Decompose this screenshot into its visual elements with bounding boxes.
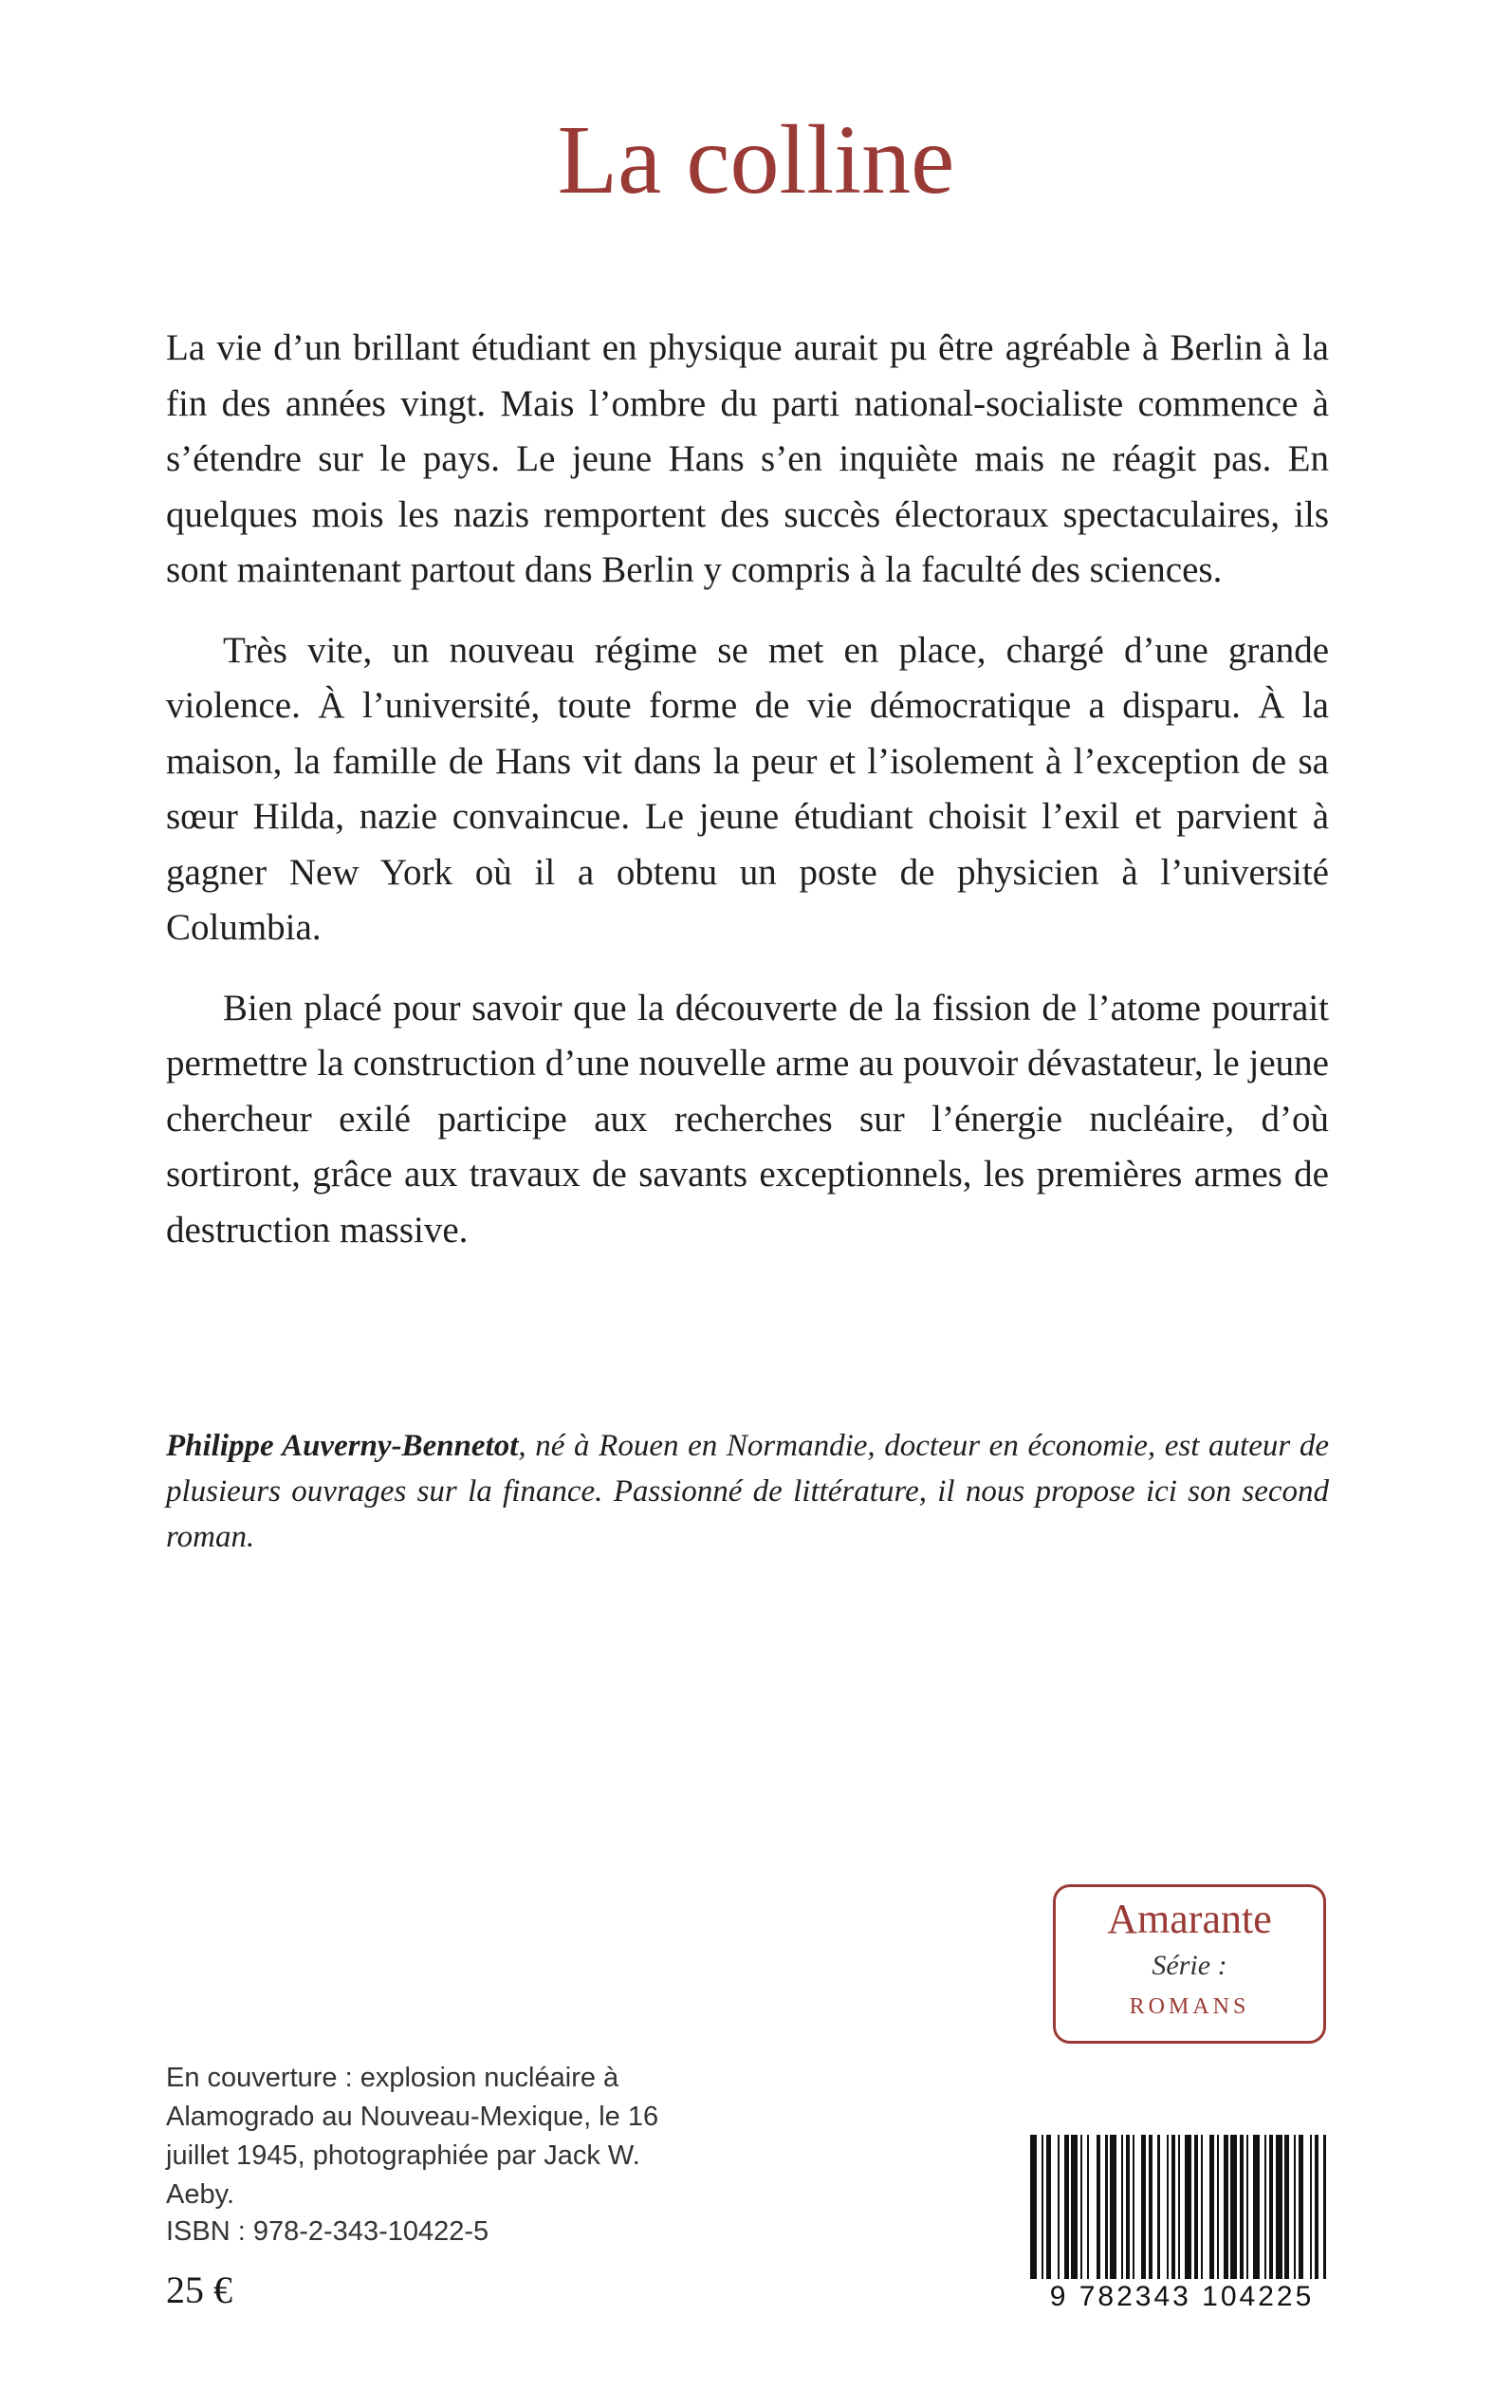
- author-name: Philippe Auverny-Bennetot: [166, 1429, 519, 1463]
- synopsis-paragraph-2: Très vite, un nouveau régime se met en place, chargé d’une grande violence. À l’université, toute forme de vie démocratique a disparu. À la maison, la famille de Hans vit dans la peur et l’isolement à l’exception de sa sœur Hilda, nazie convaincue. Le jeune étudiant choisit l’exil et parvient à gagner New York où il a obtenu un poste de physicien à l’université Columbia.: [166, 629, 1329, 948]
- barcode: [1030, 2135, 1334, 2325]
- author-bio-text: , né à Rouen en Normandie, docteur en économie, est auteur de plusieurs ouvrages sur la finance. Passionné de littérature, il nous propose ici son second roman.: [166, 1429, 1329, 1554]
- barcode-digits: 9 782343 104225: [1049, 2281, 1315, 2312]
- barcode-bars-icon: [1030, 2135, 1334, 2279]
- series-name: Amarante: [1107, 1896, 1272, 1942]
- series-badge: [1053, 1884, 1326, 2044]
- book-title: La colline: [557, 105, 955, 214]
- synopsis: [166, 321, 1329, 1283]
- synopsis-paragraph-3: Bien placé pour savoir que la découverte de la fission de l’atome pourrait permettre la construction d’une nouvelle arme au pouvoir dévastateur, le jeune chercheur exilé participe aux recherches sur l’énergie nucléaire, d’où sortiront, grâce aux travaux de savants exceptionnels, les premières armes de destruction massive.: [166, 987, 1329, 1250]
- series-type: ROMANS: [1129, 1994, 1250, 2019]
- series-label: Série :: [1152, 1950, 1227, 1981]
- author-bio: [166, 1423, 1329, 1560]
- synopsis-paragraph-1: La vie d’un brillant étudiant en physique aurait pu être agréable à Berlin à la fin des années vingt. Mais l’ombre du parti national-socialiste commence à s’étendre sur le pays. Le jeune Hans s’en inquiète mais ne réagit pas. En quelques mois les nazis remportent des succès électoraux spectaculaires, ils sont maintenant partout dans Berlin y compris à la faculté des sciences.: [166, 327, 1329, 590]
- isbn: ISBN : 978-2-343-10422-5: [166, 2216, 489, 2247]
- cover-credit: En couverture : explosion nucléaire à Alamogrado au Nouveau-Mexique, le 16 juillet 1945, photographiée par Jack W. Aeby.: [166, 2063, 659, 2210]
- price: 25 €: [166, 2269, 232, 2311]
